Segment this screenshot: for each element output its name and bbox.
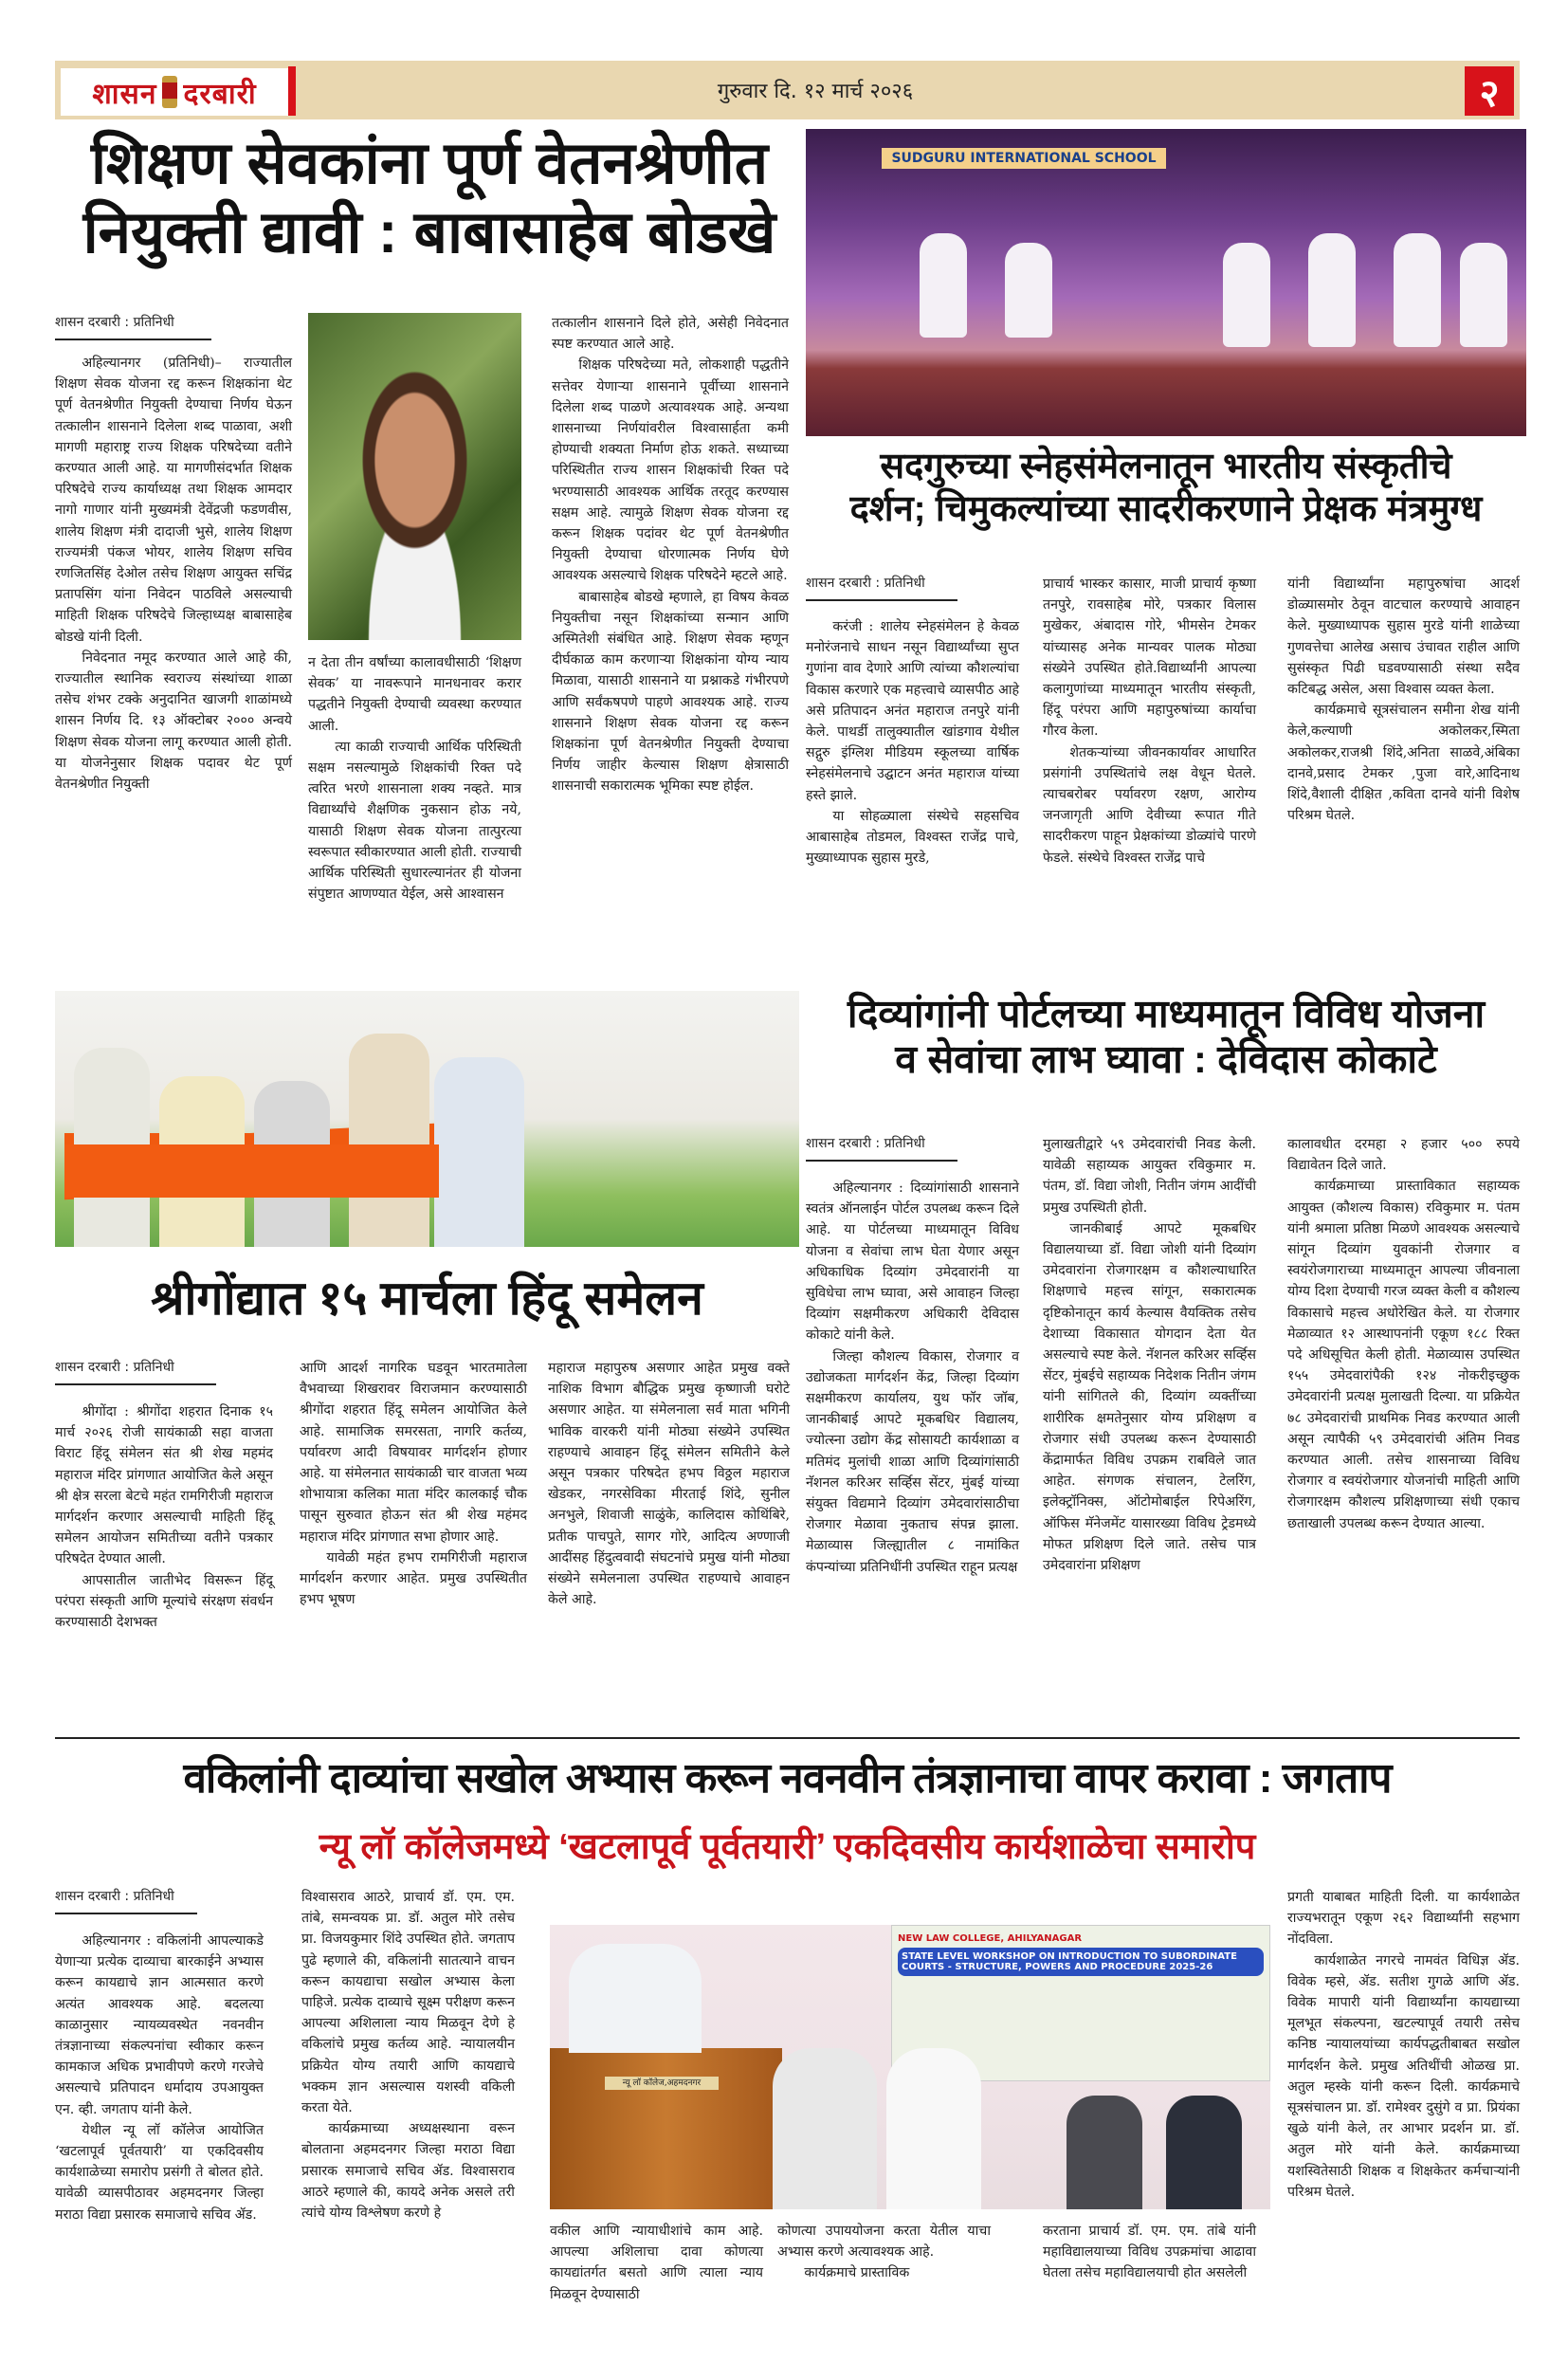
paragraph: कार्यक्रमाचे प्रास्ताविक (804, 2265, 910, 2281)
paragraph: महाराज महापुरुष असणार आहेत प्रमुख वक्ते नाशिक विभाग बौद्धिक प्रमुख कृष्णाजी घरोटे असणार आहेत. या संमेलनाला सर्व माता भगिनी भाविक वारकरी यांनी मोठ्या संख्येने उपस्थित राहण्याचे आवाहन हिंदू संमेलन समितीने केले असून पत्रकार परिषदेत हभप विठ्ठल महाराज खेडकर, नगरसेविका मीरताई शिंदे, सुनील अनभुले, शिवाजी साळुंके, कालिदास कोथिंबिरे, प्रतीक पाचपुते, सागर गोरे, आदित्य अण्णाजी आदींसह हिंदुत्ववादी संघटनांचे प्रमुख यांनी मोठ्या संख्येने समेलनाला उपस्थित राहण्याचे आवाहन केले आहे. (548, 1361, 790, 1608)
paragraph: त्या काळी राज्याची आर्थिक परिस्थिती सक्षम नसल्यामुळे शिक्षकांची रिक्त पदे त्वरित भरणे शासनाला शक्य नव्हते. मात्र विद्यार्थ्यांचे शैक्षणिक नुकसान होऊ नये, यासाठी शिक्षण सेवक योजना तात्पुरत्या स्वरूपात स्वीकारण्यात आली होती. राज्याची आर्थिक परिस्थिती सुधारल्यानंतर ही योजना संपुष्टात आणण्यात येईल, असे आश्वासन (308, 739, 521, 903)
paragraph: अहिल्यानगर : वकिलांनी आपल्याकडे येणाऱ्या प्रत्येक दाव्याचा बारकाईने अभ्यास करून कायद्याचे ज्ञान आत्मसात करणे अत्यंत आवश्यक आहे. बदलत्या काळानुसार न्यायव्यवस्थेत नवनवीन तंत्रज्ञानाच्या संकल्पनांचा स्वीकार करून कामकाज अधिक प्रभावीपणे करणे गरजेचे असल्याचे प्रतिपादन धर्मादाय उपआयुक्त एन. व्ही. जगताप यांनी केले. (55, 1933, 264, 2117)
article3-column1 (55, 1401, 273, 1633)
paragraph: मुलाखतीद्वारे ५९ उमेदवारांची निवड केली. यावेळी सहाय्यक आयुक्त रविकुमार म. पंतम, डॉ. विद्या जोशी, नितीन जंगम आदींची प्रमुख उपस्थिती होती. (1043, 1137, 1256, 1216)
paragraph: श्रीगोंदा : श्रीगोंदा शहरात दिनाक १५ मार्च २०२६ रोजी सायंकाळी सहा वाजता विराट हिंदू संमेलन संत श्री शेख महमंद महाराज मंदिर प्रांगणात आयोजित केले असून श्री क्षेत्र सरला बेटचे महंत रामगिरीजी महाराज मार्गदर्शन करणार असल्याची माहिती हिंदू समेलन आयोजन समितीच्या वतीने पत्रकार परिषदेत देण्यात आली. (55, 1404, 273, 1567)
article2-column1 (806, 616, 1019, 869)
paragraph: वकील आणि न्यायाधीशांचे काम आहे. आपल्या अशिलाचा दावा कोणत्या कायद्यांतर्गत बसतो आणि त्याला न्याय मिळवून देण्यासाठी (550, 2224, 763, 2302)
paragraph: कार्यक्रमाच्या अध्यक्षस्थाना वरून बोलताना अहमदनगर जिल्हा मराठा विद्या प्रसारक समाजाचे सचिव ॲड. विश्वासराव आठरे म्हणाले की, कायदे अनेक असले तरी त्यांचे योग्य विश्लेषण करणे हे (301, 2121, 515, 2222)
article4-headline-line1: दिव्यांगांनी पोर्टलच्या माध्यमातून विविध योजना (847, 992, 1486, 1035)
article2-headline (815, 446, 1517, 531)
issue-date: गुरुवार दि. १२ मार्च २०२६ (717, 80, 914, 103)
paragraph: शिक्षक परिषदेच्या मते, लोकशाही पद्धतीने सत्तेवर येणाऱ्या शासनाने पूर्वीच्या शासनाने दिलेला शब्द पाळणे अत्यावश्यक आहे. अन्यथा शासनाच्या निर्णयांवरील विश्वासार्हता कमी होण्याची शक्यता निर्माण होऊ शकते. सध्याच्या परिस्थितीत राज्य शासन शिक्षकांची रिक्त पदे भरण्यासाठी आवश्यक आर्थिक तरतूद करण्यास सक्षम आहे. त्यामुळे शिक्षण सेवक योजना रद्द करून शिक्षक पदांवर थेट पूर्ण वेतनश्रेणीत नियुक्ती देण्याचा धोरणात्मक निर्णय घेणे आवश्यक असल्याचे शिक्षक परिषदेने म्हटले आहे. (552, 357, 789, 584)
article3-column3 (548, 1358, 790, 1610)
paragraph: प्राचार्य भास्कर कासार, माजी प्राचार्य कृष्णा तनपुरे, रावसाहेब मोरे, पत्रकार विलास मुखेकर, अंबादास गोरे, भीमसेन टेमकर यांच्यासह अनेक मान्यवर पालक मोठ्या संख्येने उपस्थित होते.विद्यार्थ्यांनी आपल्या कलागुणांच्या माध्यमातून भारतीय संस्कृती, हिंदू परंपरा आणि महापुरुषांच्या कार्याचा गौरव केला. (1043, 577, 1256, 740)
paragraph: आणि आदर्श नागरिक घडवून भारतमातेला वैभवाच्या शिखरावर विराजमान करण्यासाठी श्रीगोंदा शहरात हिंदू समेलन आयोजित केले आहे. सामाजिक समरसता, नागरि कर्तव्य, पर्यावरण आदी विषयावर मार्गदर्शन होणार आहे. या संमेलनात सायंकाळी चार वाजता भव्य शोभायात्रा कलिका माता मंदिर कालकाई चौक पासून सुरुवात होऊन संत श्री शेख महंमद महाराज मंदिर प्रांगणात सभा होणार आहे. (300, 1361, 527, 1545)
article4-column1 (806, 1178, 1019, 1578)
paragraph: न देता तीन वर्षांच्या कालावधीसाठी ‘शिक्षण सेवक’ या नावरूपाने मानधनावर करार पद्धतीने नियुक्ती देण्याची व्यवस्था करण्यात आली. (308, 655, 521, 734)
logo-text-left: शासन (92, 77, 157, 111)
article3-column2 (300, 1358, 527, 1610)
paragraph: करंजी : शालेय स्नेहसंमेलन हे केवळ मनोरंजनाचे साधन नसून विद्यार्थ्यांच्या सुप्त गुणांना वाव देणारे आणि त्यांच्या कौशल्यांचा विकास करणारे एक महत्त्वाचे व्यासपीठ आहे असे प्रतिपादन अनंत महाराज तनपुरे यांनी केले. पाथर्डी तालुक्यातील खांडगाव येथील सद्गुरु इंग्लिश मीडियम स्कूलच्या वार्षिक स्नेहसंमेलनाचे उद्घाटन अनंत महाराज यांच्या हस्ते झाले. (806, 619, 1019, 803)
paragraph: विश्वासराव आठरे, प्राचार्य डॉ. एम. एम. तांबे, समन्वयक प्रा. डॉ. अतुल मोरे तसेच प्रा. विजयकुमार शिंदे उपस्थित होते. जगताप पुढे म्हणाले की, वकिलांनी सातत्याने वाचन करून कायद्याचा सखोल अभ्यास केला पाहिजे. प्रत्येक दाव्याचे सूक्ष्म परीक्षण करून आपल्या अशिलाला न्याय मिळवून देणे हे वकिलांचे प्रमुख कर्तव्य आहे. न्यायालयीन प्रक्रियेत योग्य तयारी आणि कायद्याचे भक्कम ज्ञान असल्यास यशस्वी वकिली करता येते. (301, 1890, 515, 2116)
article4-column3 (1287, 1134, 1520, 1534)
article5-headline: वकिलांनी दाव्यांचा सखोल अभ्यास करून नवनवीन तंत्रज्ञानाचा वापर करावा : जगताप (183, 1755, 1392, 1802)
throne-icon (162, 76, 177, 108)
article2-byline: शासन दरबारी : प्रतिनिधी (806, 574, 957, 601)
article4-column2 (1043, 1134, 1256, 1576)
article5-column3 (550, 2221, 763, 2305)
paragraph: जानकीबाई आपटे मूकबधिर विद्यालयाच्या डॉ. विद्या जोशी यांनी दिव्यांग उमेदवारांना रोजगारक्षम व कौशल्याधारित शिक्षणाचे महत्त्व सांगून, सकारात्मक दृष्टिकोनातून कार्य केल्यास वैयक्तिक तसेच देशाच्या विकासात योगदान देता येत असल्याचे स्पष्ट केले. नॅशनल करिअर सर्व्हिस सेंटर, मुंबईचे सहाय्यक निदेशक नितीन जंगम यांनी सांगितले की, दिव्यांग व्यक्तींच्या शारीरिक क्षमतेनुसार योग्य प्रशिक्षण व रोजगार संधी उपलब्ध करून देण्यासाठी केंद्रामार्फत विविध उपक्रम राबविले जात आहेत. संगणक संचालन, टेलरिंग, इलेक्ट्रॉनिक्स, ऑटोमोबाईल रिपेअरिंग, ऑफिस मॅनेजमेंट यासारख्या विविध ट्रेडमध्ये मोफत प्रशिक्षण दिले जाते. तसेच पात्र उमेदवारांना प्रशिक्षण (1043, 1220, 1256, 1574)
school-banner: SUDGURU INTERNATIONAL SCHOOL (882, 148, 1166, 169)
paragraph: येथील न्यू लॉ कॉलेज आयोजित ‘खटलापूर्व पूर्वतयारी’ या एकदिवसीय कार्यशाळेच्या समारोप प्रसंगी ते बोलत होते. यावेळी व्यासपीठावर अहमदनगर जिल्हा मराठा विद्या प्रसारक समाजाचे सचिव ॲड. (55, 2122, 264, 2223)
article5-column4 (777, 2221, 991, 2284)
paragraph: प्रगती याबाबत माहिती दिली. या कार्यशाळेत राज्यभरातून एकूण २६२ विद्यार्थ्यांनी सहभाग नोंदविला. (1287, 1890, 1520, 1948)
article1-headline-line1: शिक्षण सेवकांना पूर्ण वेतनश्रेणीत (90, 131, 769, 196)
paragraph: कोणत्या उपाययोजना करता येतील याचा अभ्यास करणे अत्यावश्यक आहे. (777, 2224, 991, 2261)
logo-text-right: दरबारी (183, 77, 257, 111)
paragraph: अहिल्यानगर (प्रतिनिधी)– राज्यातील शिक्षण सेवक योजना रद्द करून शिक्षकांना थेट पूर्ण वेतनश्रेणीत नियुक्ती देण्याचा निर्णय घेऊन तत्कालीन शासनाने दिलेला शब्द पाळावा, अशी मागणी महाराष्ट्र राज्य शिक्षक परिषदेच्या वतीने करण्यात आली आहे. या मागणीसंदर्भात शिक्षक परिषदेचे राज्य कार्याध्यक्ष तथा शिक्षक आमदार नागो गाणार यांनी मुख्यमंत्री देवेंद्रजी फडणवीस, शालेय शिक्षण मंत्री दादाजी भुसे, शालेय शिक्षण राज्यमंत्री पंकज भोयर, शालेय शिक्षण सचिव रणजितसिंह देओल तसेच शिक्षण आयुक्त सचिंद्र प्रतापसिंग यांना निवेदन पाठविले असल्याची माहिती शिक्षक परिषदेचे जिल्हाध्यक्ष बाबासाहेब बोडखे यांनी दिली. (55, 356, 292, 645)
article5-column6 (1287, 1887, 1520, 2203)
paragraph: यावेळी महंत हभप रामगिरीजी महाराज मार्गदर्शन करणार आहेत. प्रमुख उपस्थितीत हभप भूषण (300, 1549, 527, 1608)
paragraph: यांनी विद्यार्थ्यांना महापुरुषांचा आदर्श डोळ्यासमोर ठेवून वाटचाल करण्याचे आवाहन केले. मुख्याध्यापक सुहास मुरडे यांनी शाळेच्या गुणवत्तेचा आलेख असाच उंचावत राहील आणि सुसंस्कृत पिढी घडवण्यासाठी संस्था सदैव कटिबद्ध असेल, असा विश्वास व्यक्त केला. (1287, 577, 1520, 698)
paragraph: जिल्हा कौशल्य विकास, रोजगार व उद्योजकता मार्गदर्शन केंद्र, जिल्हा दिव्यांग सक्षमीकरण कार्यालय, युथ फॉर जॉब, जानकीबाई आपटे मूकबधिर विद्यालय, ज्योत्स्ना उद्योग केंद्र सोसायटी कार्यशाळा व मतिमंद मुलांची शाळा आणि दिव्यांगांसाठी नॅशनल करिअर सर्व्हिस सेंटर, मुंबई यांच्या संयुक्त विद्यमाने दिव्यांग उमेदवारांसाठीचा रोजगार मेळावा नुकताच संपन्न झाला. मेळाव्यास जिल्ह्यातील ८ नामांकित कंपन्यांच्या प्रतिनिधींनी उपस्थित राहून प्रत्यक्ष (806, 1348, 1019, 1575)
article1-column1 (55, 353, 292, 795)
paragraph: अहिल्यानगर : दिव्यांगांसाठी शासनाने स्वतंत्र ऑनलाईन पोर्टल उपलब्ध करून दिले आहे. या पोर्टलच्या माध्यमातून विविध योजना व सेवांचा लाभ घेता येणार असून अधिकाधिक दिव्यांग उमेदवारांनी या सुविधेचा लाभ घ्यावा, असे आवाहन जिल्हा दिव्यांग सक्षमीकरण अधिकारी देविदास कोकाटे यांनी केले. (806, 1181, 1019, 1344)
article5-subheadline: न्यू लॉ कॉलेजमध्ये ‘खटलापूर्व पूर्वतयारी’ एकदिवसीय कार्यशाळेचा समारोप (319, 1827, 1256, 1867)
article3-headline: श्रीगोंद्यात १५ मार्चला हिंदू समेलन (151, 1272, 703, 1325)
paragraph: तत्कालीन शासनाने दिले होते, असेही निवेदनात स्पष्ट करण्यात आले आहे. (552, 316, 789, 353)
article5-column2 (301, 1887, 515, 2224)
article2-headline-line2: दर्शन; चिमुकल्यांच्या सादरीकरणाने प्रेक्षक मंत्रमुग्ध (849, 488, 1483, 529)
banner-workshop-title: STATE LEVEL WORKSHOP ON INTRODUCTION TO SUBORDINATE COURTS - STRUCTURE, POWERS AND PROCEDURE 2025-26 (898, 1948, 1264, 1976)
paragraph: कार्यक्रमाच्या प्रास्ताविकात सहाय्यक आयुक्त (कौशल्य विकास) रविकुमार म. पंतम यांनी श्रमाला प्रतिष्ठा मिळणे आवश्यक असल्याचे सांगून दिव्यांग युवकांनी रोजगार व स्वयंरोजगाराच्या माध्यमातून आपल्या जीवनाला योग्य दिशा देण्याची गरज व्यक्त केली व कौशल्य विकासाचे महत्त्व अधोरेखित केले. या रोजगार मेळाव्यात १२ आस्थापनांनी एकूण १८८ रिक्त पदे अधिसूचित केली होती. मेळाव्यास उपस्थित १५५ उमेदवारांपैकी १२४ नोकरीइच्छुक उमेदवारांनी प्रत्यक्ष मुलाखती दिल्या. या प्रक्रियेत ७८ उमेदवारांची प्राथमिक निवड करण्यात आली असून त्यापैकी ५९ उमेदवारांची अंतिम निवड करण्यात आली. तसेच शासनाच्या विविध रोजगार व स्वयंरोजगार योजनांची माहिती आणि रोजगारक्षम कौशल्य प्रशिक्षणाच्या संधी एकाच छताखाली उपलब्ध करून देण्यात आल्या. (1287, 1179, 1520, 1531)
article1-headline (55, 129, 804, 267)
article2-column3 (1287, 574, 1520, 826)
article5-column5 (1043, 2221, 1256, 2284)
article1-headline-line2: नियुक्ती द्यावी : बाबासाहेब बोडखे (82, 200, 776, 266)
article5-byline: शासन दरबारी : प्रतिनिधी (55, 1887, 197, 1914)
section-divider (55, 1737, 1520, 1739)
paragraph: या सोहळ्याला संस्थेचे सहसचिव आबासाहेब तोडमल, विश्वस्त राजेंद्र पाचे, मुख्याध्यापक सुहास मुरडे, (806, 808, 1019, 867)
paragraph: शेतकऱ्यांच्या जीवनकार्यावर आधारित प्रसंगांनी उपस्थितांचे लक्ष वेधून घेतले. त्याचबरोबर पर्यावरण रक्षण, आरोग्य जनजागृती आणि देवीच्या रूपात गीते सादरीकरण पाहून प्रेक्षकांच्या डोळ्यांचे पारणे फेडले. संस्थेचे विश्वस्त राजेंद्र पाचे (1043, 744, 1256, 866)
article3-byline: शासन दरबारी : प्रतिनिधी (55, 1358, 216, 1385)
article4-headline-line2: व सेवांचा लाभ घ्यावा : देविदास कोकाटे (895, 1037, 1437, 1082)
logo-divider (288, 66, 296, 116)
article2-headline-line1: सदगुरुच्या स्नेहसंमेलनातून भारतीय संस्कृतीचे (880, 447, 1452, 486)
article1-portrait-photo (308, 313, 521, 640)
article3-press-conference-photo (55, 991, 799, 1247)
paragraph: निवेदनात नमूद करण्यात आले आहे की, राज्यातील स्थानिक स्वराज्य संस्थांच्या शाळा तसेच शंभर टक्के अनुदानित खाजगी शाळांमध्ये शासन निर्णय दि. १३ ऑक्टोबर २००० अन्वये शिक्षण सेवक योजना लागू करण्यात आली होती. या योजनेनुसार शिक्षक पदावर थेट पूर्ण वेतनश्रेणीत नियुक्ती (55, 650, 292, 793)
article4-headline (806, 991, 1526, 1083)
paragraph: करताना प्राचार्य डॉ. एम. एम. तांबे यांनी महाविद्यालयाच्या विविध उपक्रमांचा आढावा घेतला तसेच महाविद्यालयाची होत असलेली (1043, 2224, 1256, 2281)
podium (550, 2048, 782, 2209)
paragraph: बाबासाहेब बोडखे म्हणाले, हा विषय केवळ नियुक्तीचा नसून शिक्षकांच्या सन्मान आणि अस्मितेशी संबंधित आहे. शिक्षण सेवक म्हणून दीर्घकाळ काम करणाऱ्या शिक्षकांना योग्य न्याय मिळावा, यासाठी शासनाने या प्रश्नाकडे गंभीरपणे आणि सर्वंकषपणे पाहणे आवश्यक आहे. राज्य शासनाने शिक्षण सेवक योजना रद्द करून शिक्षकांना पूर्ण वेतनश्रेणीत नियुक्ती देण्याचा निर्णय जाहीर केल्यास शिक्षण क्षेत्रासाठी शासनाची सकारात्मक भूमिका स्पष्ट होईल. (552, 589, 789, 795)
article1-byline: शासन दरबारी : प्रतिनिधी (55, 313, 211, 340)
page-number: २ (1465, 66, 1514, 116)
paragraph: कार्यक्रमाचे सूत्रसंचालन समीना शेख यांनी केले,कल्याणी अकोलकर,स्मिता अकोलकर,राजश्री शिंदे,अनिता साळवे,अंबिका दानवे,प्रसाद टेमकर ,पुजा वारे,आदिनाथ शिंदे,वैशाली दीक्षित ,कविता दानवे यांनी विशेष परिश्रम घेतले. (1287, 703, 1520, 824)
article4-byline: शासन दरबारी : प्रतिनिधी (806, 1134, 957, 1162)
podium-label: न्यू लॉ कॉलेज,अहमदनगर (605, 2077, 719, 2090)
article5-workshop-photo (550, 1925, 1270, 2209)
newspaper-logo (61, 68, 288, 116)
article1-column3 (552, 313, 789, 797)
paragraph: कालावधीत दरमहा २ हजार ५०० रुपये विद्यावेतन दिले जाते. (1287, 1137, 1520, 1174)
article5-column1 (55, 1931, 264, 2225)
paragraph: कार्यशाळेत नगरचे नामवंत विधिज्ञ ॲड. विवेक म्हसे, ॲड. सतीश गुगळे आणि ॲड. विवेक मापारी यांनी विद्यार्थ्यांना कायद्याच्या मूलभूत संकल्पना, खटल्यापूर्व तयारी तसेच कनिष्ठ न्यायालयांच्या कार्यपद्धतीबाबत सखोल मार्गदर्शन केले. प्रमुख अतिथींची ओळख प्रा. अतुल म्हस्के यांनी करून दिली. कार्यक्रमाचे सूत्रसंचालन प्रा. डॉ. रामेश्वर दुसुंगे व प्रा. प्रियंका खुळे यांनी केले, तर आभार प्रदर्शन प्रा. डॉ. अतुल मोरे यांनी केले. कार्यक्रमाच्या यशस्वितेसाठी शिक्षक व शिक्षकेतर कर्मचाऱ्यांनी परिश्रम घेतले. (1287, 1952, 1520, 2200)
article1-column2 (308, 652, 521, 905)
article2-column2 (1043, 574, 1256, 869)
paragraph: आपसातील जातीभेद विसरून हिंदू परंपरा संस्कृती आणि मूल्यांचे संरक्षण संवर्धन करण्यासाठी देशभक्त (55, 1572, 273, 1631)
article2-dance-photo (806, 129, 1526, 436)
banner-college-name: NEW LAW COLLEGE, AHILYANAGAR (898, 1933, 1083, 1944)
